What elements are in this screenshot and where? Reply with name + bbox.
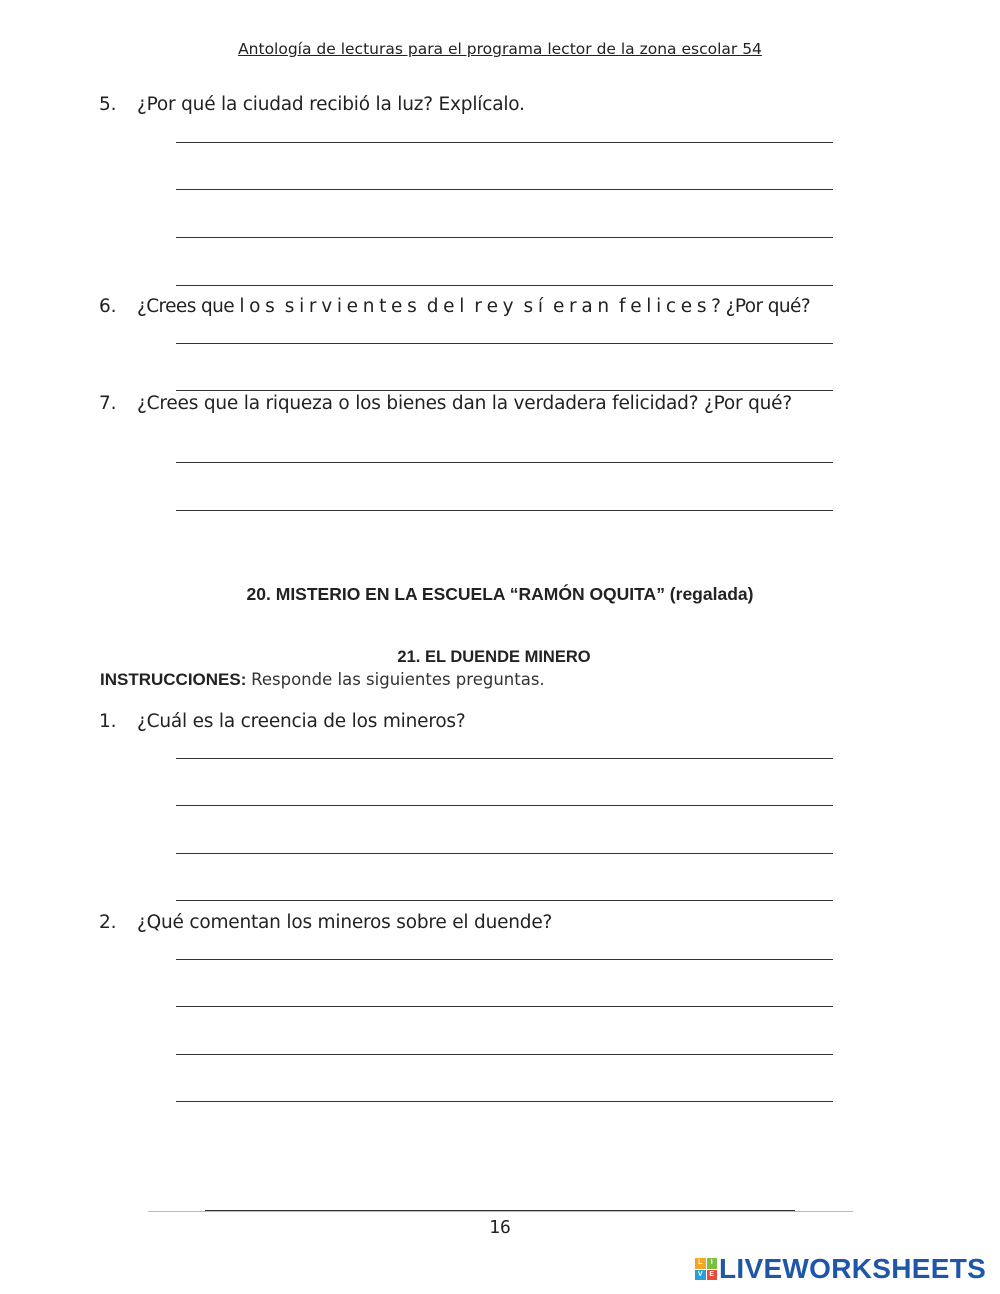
answer-line[interactable] (176, 853, 833, 854)
logo-letter: E (707, 1270, 718, 1281)
instructions-text: Responde las siguientes preguntas. (251, 670, 545, 689)
section-title-21: 21. EL DUENDE MINERO (397, 648, 591, 666)
answer-line[interactable] (176, 189, 833, 190)
answer-line[interactable] (176, 758, 833, 759)
logo-letter: I (707, 1258, 718, 1269)
answer-line[interactable] (176, 1006, 833, 1007)
question-number: 7. (99, 393, 117, 414)
logo-letter: V (695, 1270, 706, 1281)
answer-line[interactable] (176, 237, 833, 238)
answer-line[interactable] (176, 285, 833, 286)
answer-line[interactable] (176, 510, 833, 511)
question-number: 1. (99, 711, 117, 732)
instructions-label: INSTRUCCIONES: (100, 670, 247, 689)
question-text: ¿Cuál es la creencia de los mineros? (137, 711, 466, 732)
page-number: 16 (489, 1217, 511, 1238)
logo-text: LIVEWORKSHEETS (719, 1253, 987, 1284)
answer-line[interactable] (176, 343, 833, 344)
answer-line[interactable] (176, 1054, 833, 1055)
answer-line[interactable] (176, 462, 833, 463)
footer-divider (148, 1211, 853, 1212)
instructions (100, 670, 545, 690)
question-number: 2. (99, 912, 117, 933)
answer-line[interactable] (176, 142, 833, 143)
answer-line[interactable] (176, 1101, 833, 1102)
question-text: ¿Qué comentan los mineros sobre el duende? (137, 912, 553, 933)
page-header: Antología de lecturas para el programa lector de la zona escolar 54 (238, 40, 762, 58)
question-text: ¿Crees que l o s s i r v i e n t e s d e l r e y s í e r a n f e l i c e s ? ¿Por qué? (137, 296, 811, 317)
logo-icon (695, 1258, 717, 1280)
question-number: 6. (99, 296, 117, 317)
answer-line[interactable] (176, 900, 833, 901)
answer-line[interactable] (176, 390, 833, 391)
question-number: 5. (99, 94, 117, 115)
answer-line[interactable] (176, 959, 833, 960)
question-text: ¿Por qué la ciudad recibió la luz? Explícalo. (137, 94, 525, 115)
logo-letter: L (695, 1258, 706, 1269)
answer-line[interactable] (176, 805, 833, 806)
section-title-20: 20. MISTERIO EN LA ESCUELA “RAMÓN OQUITA” (regalada) (246, 584, 754, 604)
question-text: ¿Crees que la riqueza o los bienes dan la verdadera felicidad? ¿Por qué? (137, 393, 792, 414)
footer-divider-dark (205, 1210, 795, 1211)
